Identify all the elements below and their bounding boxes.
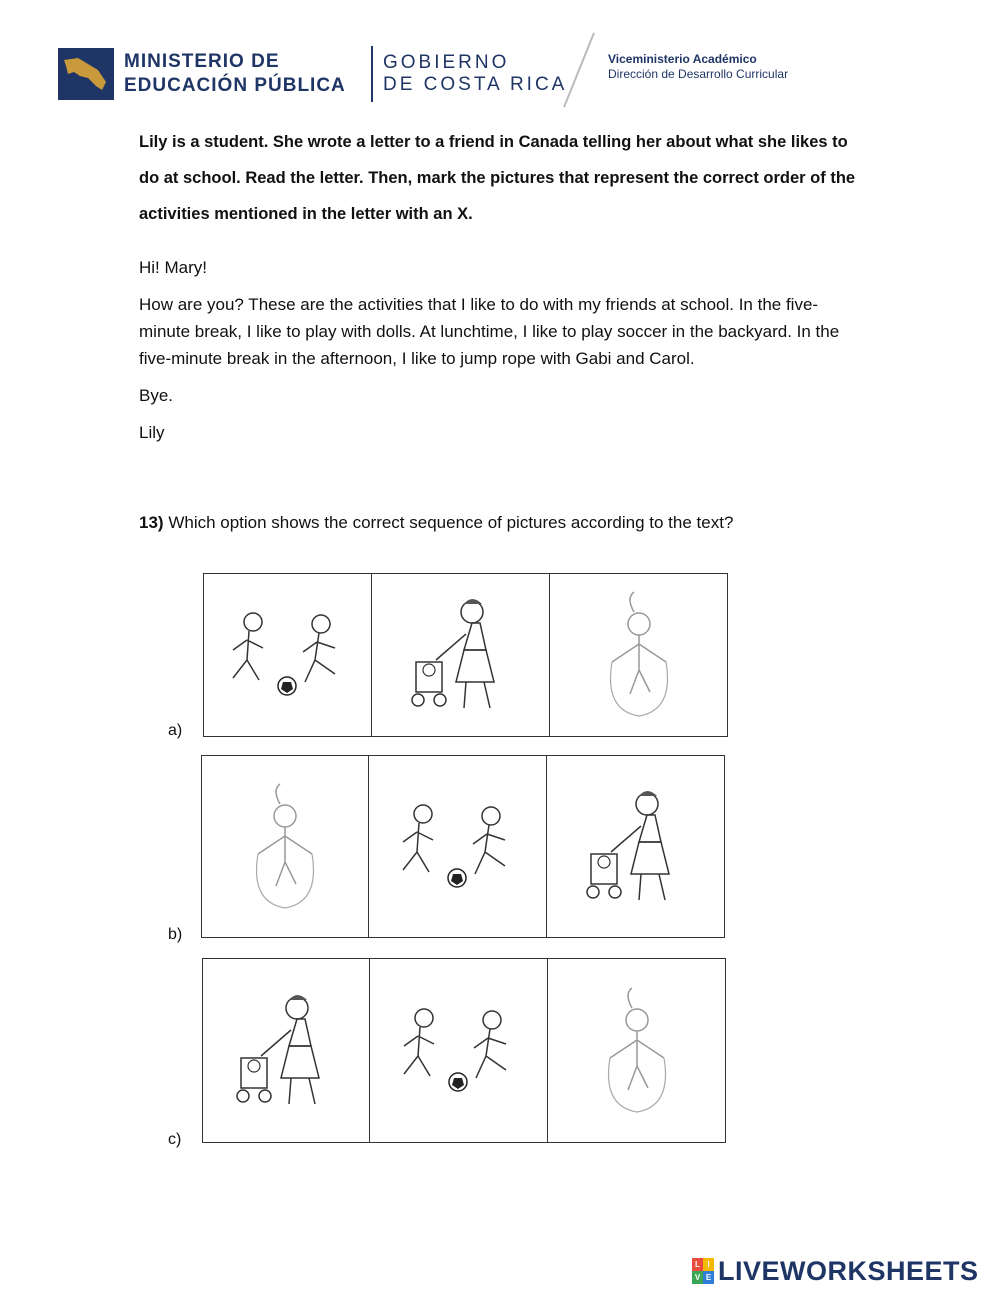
question-13: [139, 513, 869, 533]
question-text: Which option shows the correct sequence of pictures according to the text?: [168, 513, 734, 532]
option-c-pictures[interactable]: [202, 958, 726, 1143]
question-number: 13): [139, 513, 164, 532]
option-c-label[interactable]: c): [168, 1131, 182, 1148]
option-b-label[interactable]: b): [168, 926, 183, 943]
jump-rope-picture[interactable]: [202, 756, 369, 937]
dolls-picture[interactable]: [203, 959, 370, 1142]
government-name: GOBIERNO DE COSTA RICA: [383, 52, 568, 95]
header-divider: [371, 46, 373, 102]
dolls-picture[interactable]: [372, 574, 550, 736]
letter-greeting: Hi! Mary!: [139, 258, 207, 277]
ministry-name: MINISTERIO DE EDUCACIÓN PÚBLICA: [124, 51, 346, 96]
soccer-picture[interactable]: [370, 959, 548, 1142]
option-a-pictures[interactable]: [203, 573, 728, 737]
soccer-picture[interactable]: [204, 574, 372, 736]
letter-closing: Bye.: [139, 386, 174, 405]
header-slash-divider: [563, 33, 595, 108]
liveworksheets-logo: [692, 1254, 979, 1288]
letter-signature: Lily: [139, 423, 165, 442]
liveworksheets-brand: LIVEWORKSHEETS: [718, 1255, 979, 1286]
page-header: [58, 44, 878, 108]
option-b-pictures[interactable]: [201, 755, 725, 938]
letter-body: How are you? These are the activities that I like to do with my friends at school. In the five-minute break, I like to play with dolls. At lunchtime, I like to play soccer in the backyard. In the five-minute break in the afternoon, I like to jump rope with Gabi and Carol.: [139, 295, 840, 368]
soccer-picture[interactable]: [369, 756, 547, 937]
option-a-label[interactable]: a): [168, 722, 183, 739]
instructions: Lily is a student. She wrote a letter to a friend in Canada telling her about what she likes to do at school. Read the letter. Then, mark the pictures that represent the correct order of the activities mentioned in the letter with an X.: [139, 133, 856, 223]
costa-rica-map-logo: [58, 48, 114, 100]
liveworksheets-icon: L I V E: [692, 1258, 714, 1284]
dolls-picture[interactable]: [547, 756, 724, 937]
jump-rope-picture[interactable]: [550, 574, 727, 736]
letter: [139, 254, 869, 446]
jump-rope-picture[interactable]: [548, 959, 725, 1142]
vice-ministry-info: Viceministerio Académico Dirección de Desarrollo Curricular: [608, 52, 789, 81]
